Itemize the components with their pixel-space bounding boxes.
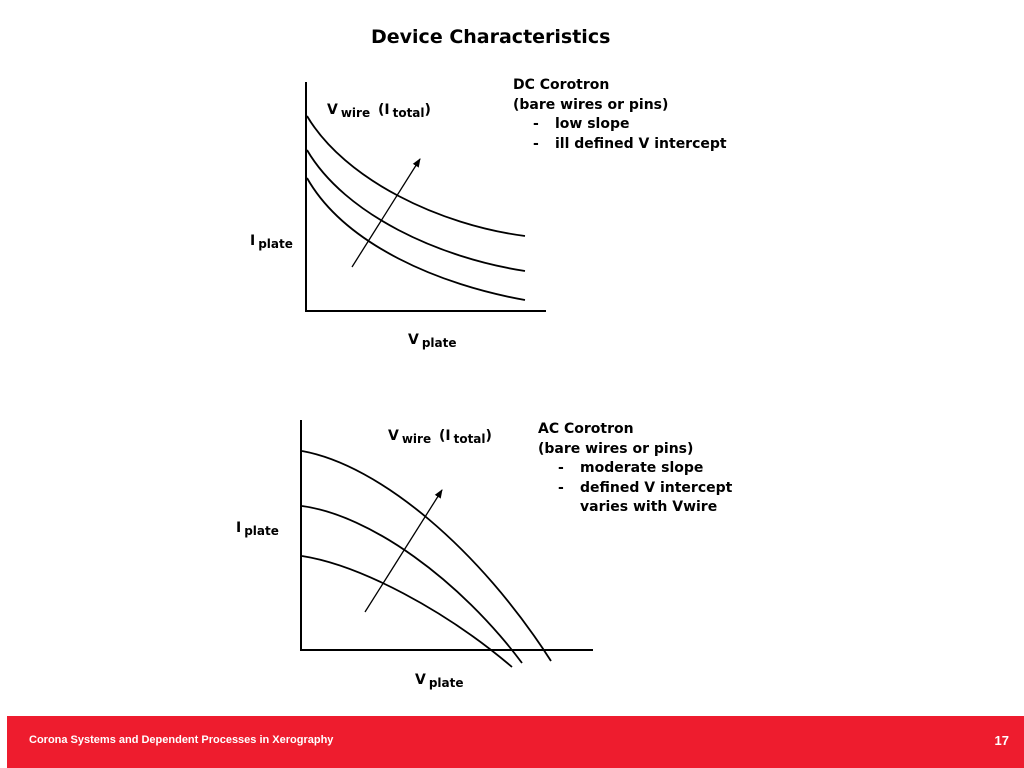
ac-y-axis-label: I plate	[236, 520, 279, 538]
footer-bar	[7, 716, 1024, 768]
ac-notes	[538, 420, 732, 518]
dc-notes	[513, 76, 727, 154]
dc-x-axis-label: V plate	[408, 332, 457, 350]
dc-notes-subtitle: (bare wires or pins)	[513, 96, 669, 113]
ac-curve-label: V wire (I total)	[388, 428, 492, 446]
ac-curve-mid	[302, 506, 522, 663]
ac-x-axis-label: V plate	[415, 672, 464, 690]
ac-bullet: - defined V intercept	[558, 479, 733, 496]
slide-title: Device Characteristics	[371, 26, 611, 48]
ac-notes-title: AC Corotron	[538, 421, 634, 437]
dc-notes-title: DC Corotron	[513, 77, 610, 93]
ac-bullet: - moderate slope	[558, 460, 704, 476]
ac-curve-high	[302, 451, 551, 661]
dc-bullet: - ill defined V intercept	[533, 135, 727, 152]
dc-curve-mid	[307, 150, 525, 271]
dc-corotron-panel	[0, 70, 1024, 370]
dc-bullet: - low slope	[533, 116, 630, 132]
footer-title: Corona Systems and Dependent Processes in Xerography	[29, 734, 334, 746]
ac-plot	[0, 410, 1024, 700]
page-number: 17	[994, 733, 1009, 748]
ac-corotron-panel	[0, 410, 1024, 700]
dc-plot	[0, 70, 1024, 370]
ac-notes-subtitle: (bare wires or pins)	[538, 440, 694, 457]
dc-curve-label: V wire (I total)	[327, 102, 431, 120]
dc-y-axis-label: I plate	[250, 233, 293, 251]
ac-bullet-continuation: varies with Vwire	[580, 499, 718, 515]
